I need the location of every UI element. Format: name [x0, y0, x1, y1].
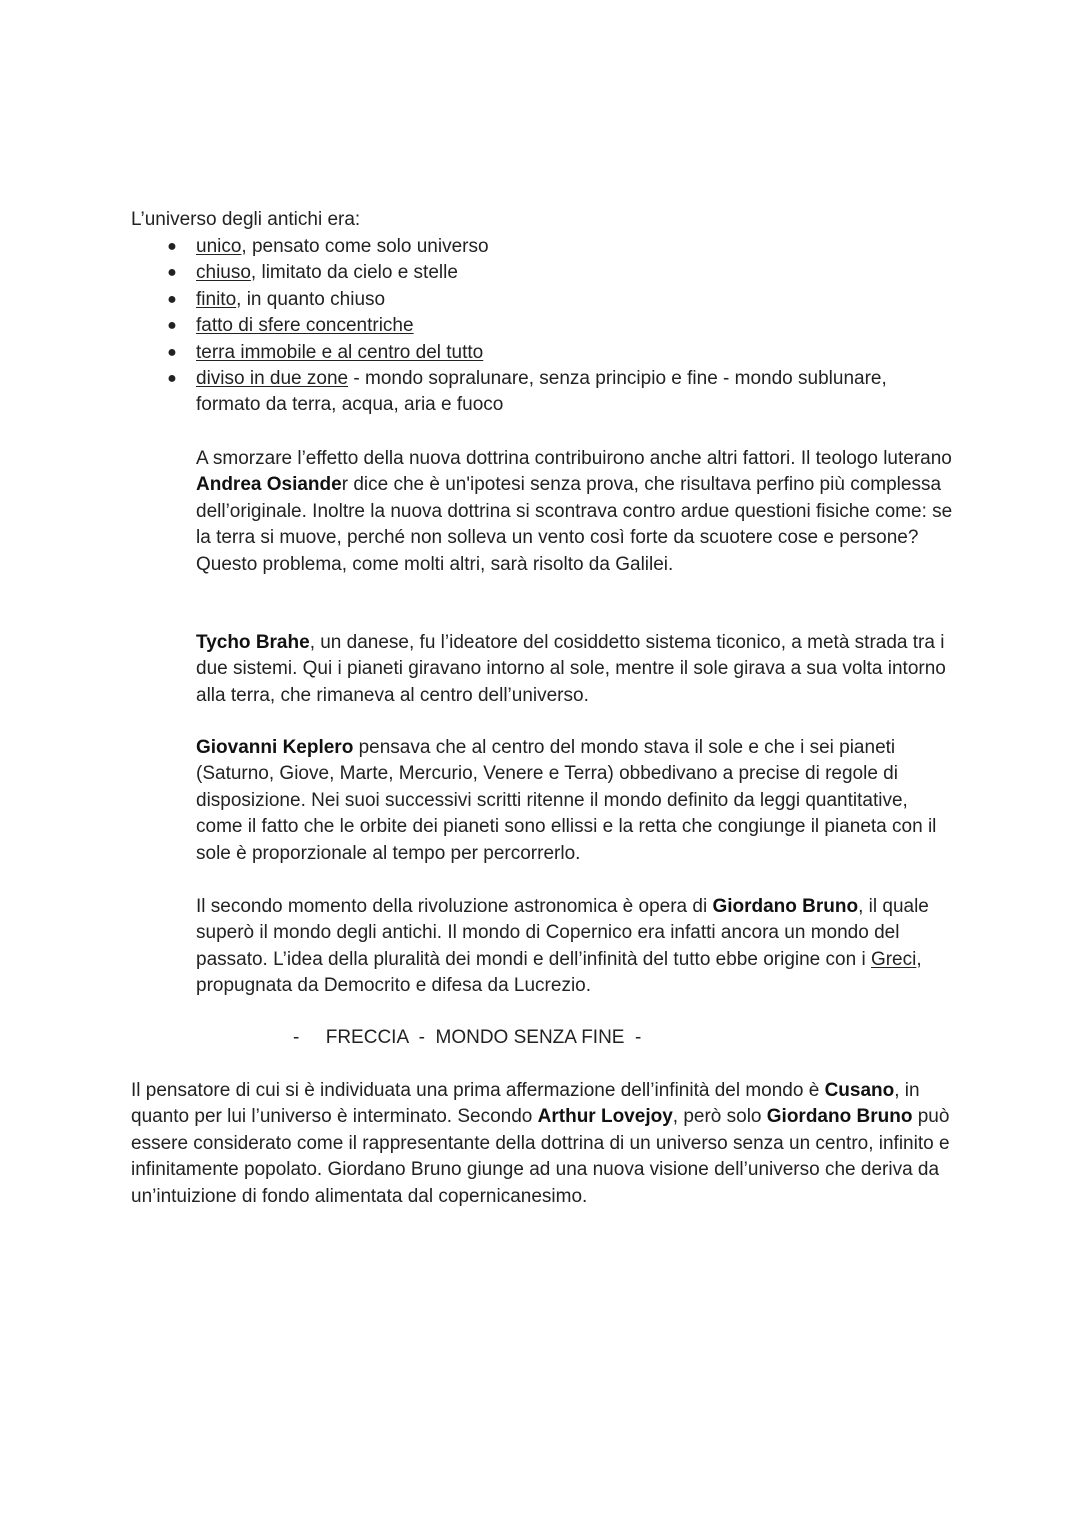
bold-name: Cusano: [824, 1080, 895, 1101]
bullet-text: , pensato come solo universo: [241, 236, 489, 257]
bullet-term: unico: [196, 236, 242, 257]
paragraph-bruno: [196, 894, 956, 1000]
bullet-icon: ●: [167, 264, 177, 282]
list-item: [167, 287, 956, 313]
bullet-term: finito: [196, 288, 237, 310]
bold-name: Andrea Osiande: [196, 474, 342, 496]
underlined-term: Greci: [870, 948, 917, 970]
paragraph-text: r dice che è un'ipotesi senza prova, che risultava perfino più complessa dell’originale. Inoltre la nuova dottrina si scontrava contro ardue questioni fisiche come: se la terra si muove, perché non solleva un vento così forte da scuotere cose e persone? Questo problema, come molti altri, sarà risolto da Galilei.: [196, 474, 953, 575]
bold-name: Giovanni Keplero: [196, 737, 354, 758]
paragraph-cusano: [131, 1078, 961, 1210]
list-item: [167, 366, 956, 419]
paragraph-text: Il secondo momento della rivoluzione astronomica è opera di: [196, 896, 713, 917]
paragraph-text: , un danese, fu l’ideatore del cosiddetto sistema ticonico, a metà strada tra i due sistemi. Qui i pianeti giravano intorno al sole, mentre il sole girava a sua volta intorno alla terra, che rimaneva al centro dell’universo.: [196, 632, 946, 706]
paragraph-text: A smorzare l’effetto della nuova dottrina contribuirono anche altri fattori. Il teologo luterano: [196, 448, 952, 469]
list-item: [167, 234, 956, 260]
bold-name: Giordano Bruno: [712, 896, 859, 917]
bullet-list: [167, 234, 956, 419]
bullet-term: diviso in due zone: [196, 368, 349, 390]
bold-name: Tycho Brahe: [196, 632, 310, 653]
bullet-icon: ●: [167, 317, 177, 335]
paragraph-text: , il quale superò il mondo degli antichi. Il mondo di Copernico era infatti ancora un mondo del passato. L’idea della pluralità dei mondi e dell’infinità del tutto ebbe origine con i: [196, 896, 929, 970]
bold-name: Giordano Bruno: [766, 1106, 913, 1128]
paragraph-brahe: [196, 630, 956, 709]
intro-heading: L’universo degli antichi era:: [131, 209, 361, 230]
bold-name: Arthur Lovejoy: [537, 1106, 673, 1128]
paragraph-text: , propugnata da Democrito e difesa da Lucrezio.: [196, 948, 922, 997]
bullet-text: , in quanto chiuso: [236, 288, 386, 310]
paragraph-text: Il pensatore di cui si è individuata una prima affermazione dell’infinità del mondo è: [131, 1080, 825, 1101]
paragraph-text: , in quanto per lui l’universo è interminato. Secondo: [131, 1080, 920, 1128]
arrow-note: - FRECCIA - MONDO SENZA FINE -: [293, 1027, 642, 1048]
bullet-icon: ●: [167, 370, 177, 388]
bullet-text: - mondo sopralunare, senza principio e fine - mondo sublunare, formato da terra, acqua, aria e fuoco: [196, 368, 887, 416]
bullet-term: fatto di sfere concentriche: [196, 315, 414, 337]
bullet-icon: ●: [167, 343, 177, 361]
paragraph-osiander: [196, 446, 956, 578]
paragraph-text: pensava che al centro del mondo stava il sole e che i sei pianeti (Saturno, Giove, Marte, Mercurio, Venere e Terra) obbedivano a precise di regole di disposizione. Nei suoi successivi scritti ritenne il mondo definito da leggi quantitative, come il fatto che le orbite dei pianeti sono ellissi e la retta che congiunge il pianeta con il sole è proporzionale al tempo per percorrerlo.: [196, 737, 937, 864]
bullet-term: terra immobile e al centro del tutto: [196, 341, 484, 363]
list-item: [167, 313, 956, 339]
paragraph-keplero: [196, 735, 956, 867]
paragraph-text: può essere considerato come il rappresentante della dottrina di un universo senza un centro, infinito e infinitamente popolato. Giordano Bruno giunge ad una nuova visione dell’universo che deriva da un’intuizione di fondo alimentata dal copernicanesimo.: [131, 1106, 950, 1207]
list-item: [167, 340, 956, 366]
paragraph-text: , però solo: [672, 1106, 767, 1128]
bullet-icon: ●: [167, 238, 177, 255]
bullet-text: , limitato da cielo e stelle: [250, 262, 458, 284]
list-item: [167, 260, 956, 286]
bullet-term: chiuso: [196, 262, 251, 284]
bullet-icon: ●: [167, 290, 177, 308]
